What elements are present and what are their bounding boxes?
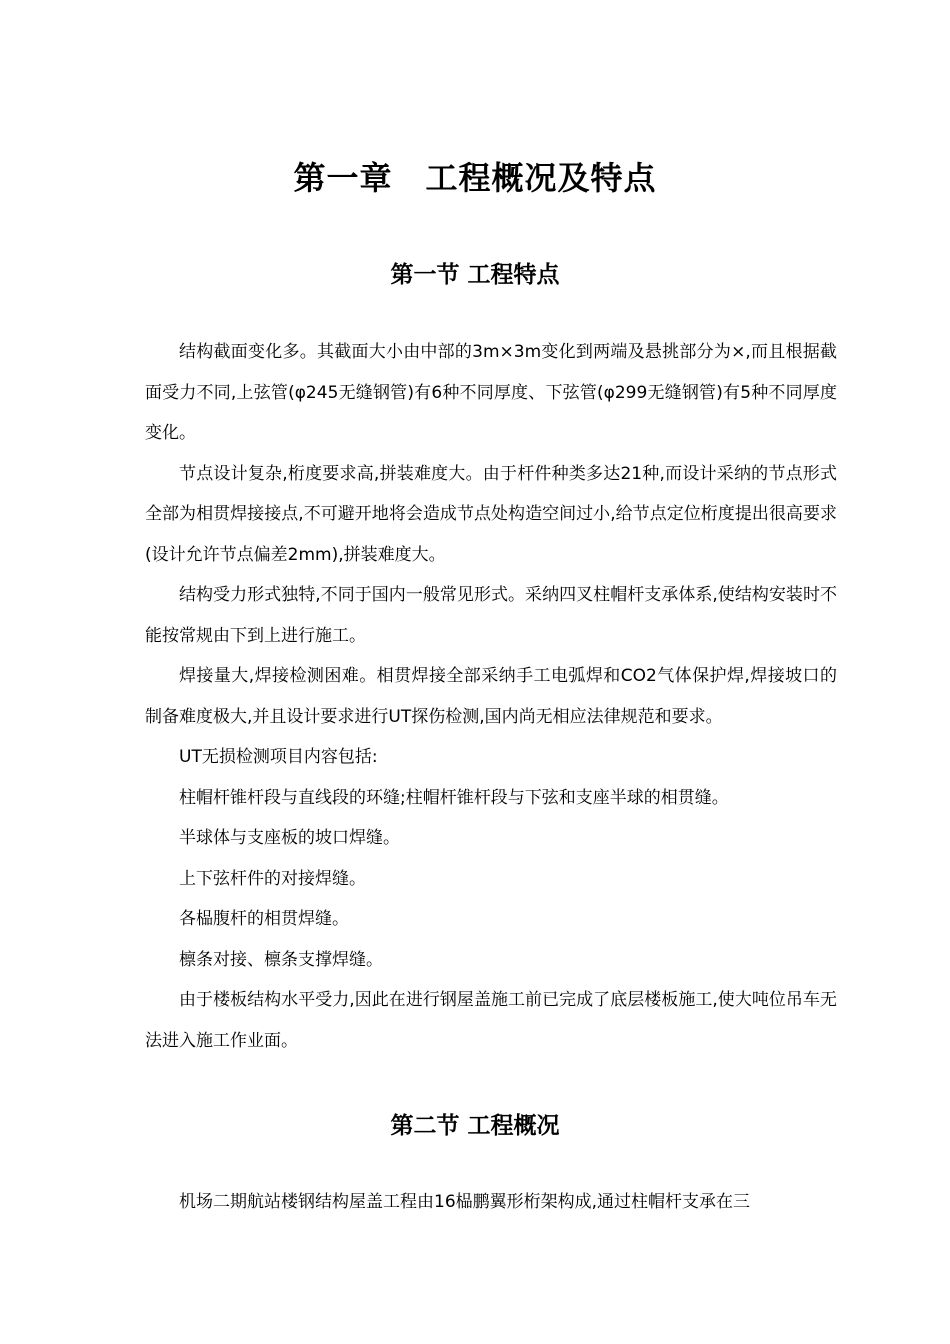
list-intro: UT无损检测项目内容包括: (179, 747, 378, 767)
list-item: 檩条对接、檩条支撑焊缝。 (179, 949, 383, 970)
chapter-title: 第一章 工程概况及特点 (293, 159, 657, 197)
list-item: 上下弦杆件的对接焊缝。 (179, 868, 366, 889)
list-item: 各榀腹杆的相贯焊缝。 (179, 909, 349, 929)
list-item: 半球体与支座板的坡口焊缝。 (179, 828, 400, 848)
paragraph: 机场二期航站楼钢结构屋盖工程由16榀鹏翼形桁架构成,通过柱帽杆支承在三 (179, 1192, 751, 1212)
paragraph: 节点设计复杂,桁度要求高,拼装难度大。由于杆件种类多达21种,而设计采纳的节点形式全部为相贯焊接接点,不可避开地将会造成节点处构造空间过小,给节点定位桁度提出很高要求(设计允许节点偏差2mm),拼装难度大。 (145, 463, 837, 565)
paragraph: 焊接量大,焊接检测困难。相贯焊接全部采纳手工电弧焊和CO2气体保护焊,焊接坡口的制备难度极大,并且设计要求进行UT探伤检测,国内尚无相应法律规范和要求。 (145, 666, 837, 727)
section-title-1: 第一节 工程特点 (390, 262, 560, 288)
paragraph: 由于楼板结构水平受力,因此在进行钢屋盖施工前已完成了底层楼板施工,使大吨位吊车无法进入施工作业面。 (145, 990, 837, 1051)
list-item: 柱帽杆锥杆段与直线段的环缝;柱帽杆锥杆段与下弦和支座半球的相贯缝。 (179, 787, 729, 808)
section-1-body (145, 332, 837, 1061)
section-title-2: 第二节 工程概况 (390, 1113, 560, 1139)
paragraph: 结构截面变化多。其截面大小由中部的3m×3m变化到两端及悬挑部分为×,而且根据截面受力不同,上弦管(φ245无缝钢管)有6种不同厚度、下弦管(φ299无缝钢管)有5种不同厚度变化。 (145, 342, 837, 443)
paragraph: 结构受力形式独特,不同于国内一般常见形式。采纳四叉柱帽杆支承体系,使结构安装时不能按常规由下到上进行施工。 (145, 585, 837, 646)
section-2-body (145, 1182, 837, 1223)
